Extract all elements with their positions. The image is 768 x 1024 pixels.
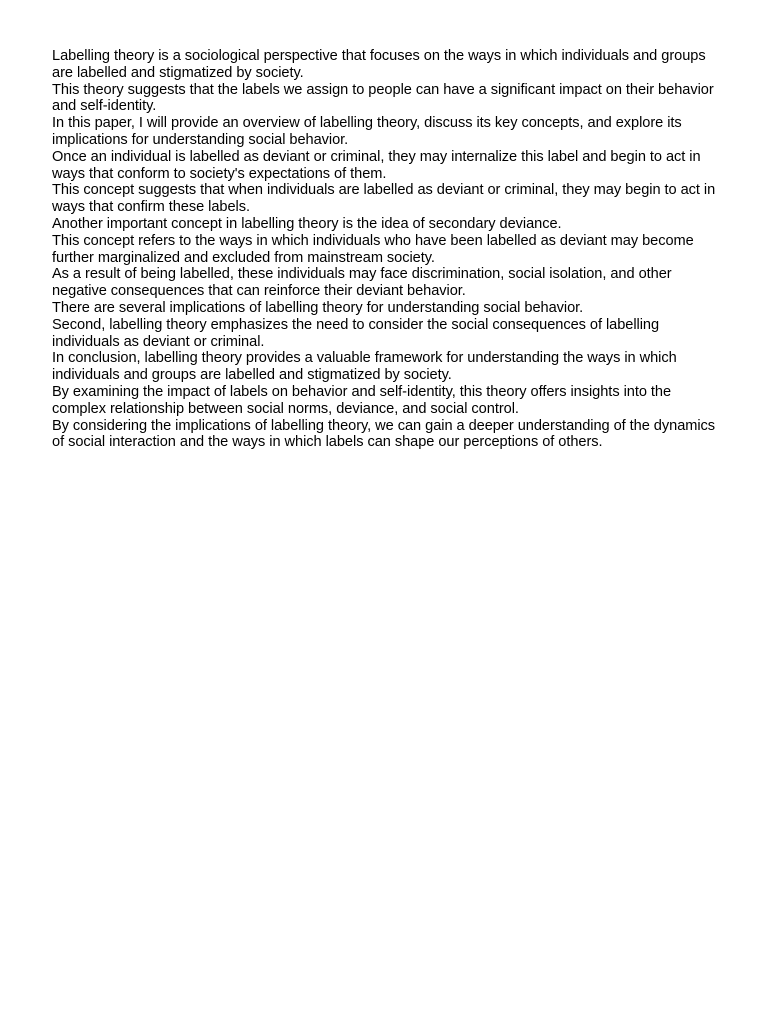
paragraph: This concept refers to the ways in which individuals who have been labelled as deviant may become further marginalized and excluded from mainstream society. — [52, 232, 694, 266]
paragraph: In conclusion, labelling theory provides a valuable framework for understanding the ways in which individuals and groups are labelled and stigmatized by society. — [52, 350, 677, 384]
paragraph: Once an individual is labelled as deviant or criminal, they may internalize this label and begin to act in ways that conform to society's expectations of them. — [52, 148, 701, 182]
paragraph: Second, labelling theory emphasizes the need to consider the social consequences of labelling individuals as deviant or criminal. — [52, 316, 660, 350]
paragraph: There are several implications of labelling theory for understanding social behavior. — [52, 299, 584, 316]
paragraph: Labelling theory is a sociological perspective that focuses on the ways in which individuals and groups are labelled and stigmatized by society. — [52, 48, 706, 81]
paragraph: Another important concept in labelling theory is the idea of secondary deviance. — [52, 215, 562, 232]
document-body — [52, 48, 722, 451]
paragraph: This theory suggests that the labels we assign to people can have a significant impact on their behavior and self-identity. — [52, 81, 714, 115]
paragraph: In this paper, I will provide an overview of labelling theory, discuss its key concepts, and explore its implications for understanding social behavior. — [52, 115, 682, 148]
paragraph: This concept suggests that when individuals are labelled as deviant or criminal, they may begin to act in ways that confirm these labels. — [52, 182, 716, 216]
paragraph: By considering the implications of labelling theory, we can gain a deeper understanding of the dynamics of social interaction and the ways in which labels can shape our perceptions of others. — [52, 417, 716, 451]
paragraph: By examining the impact of labels on behavior and self-identity, this theory offers insights into the complex relationship between social norms, deviance, and social control. — [52, 383, 672, 417]
paragraph: As a result of being labelled, these individuals may face discrimination, social isolation, and other negative consequences that can reinforce their deviant behavior. — [52, 266, 672, 300]
